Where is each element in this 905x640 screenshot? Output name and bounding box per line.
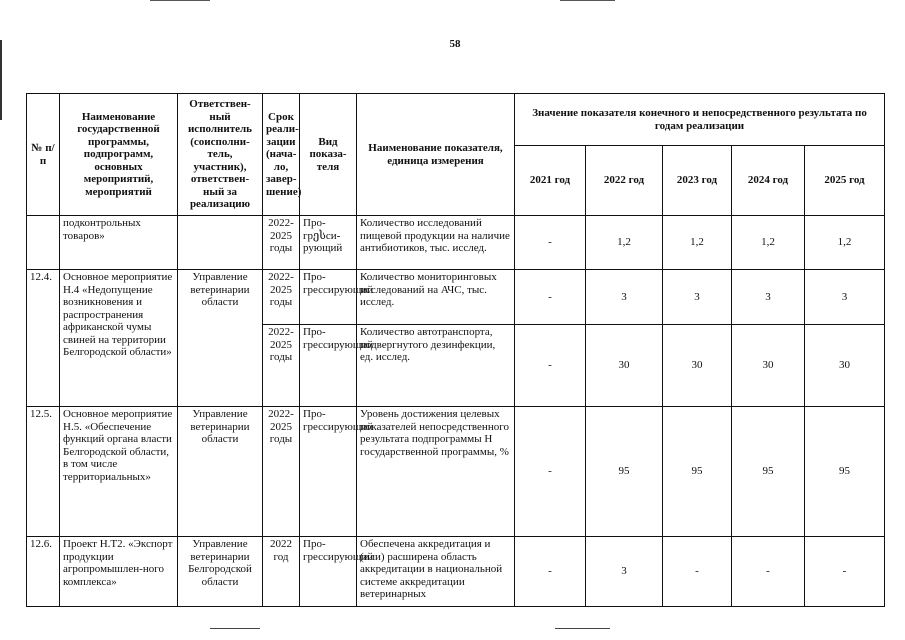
scan-artifact-line (555, 628, 610, 629)
cell-indicator: Уровень достижения целевых показателей непосредственного результата подпрограммы Н государственной программы, % (357, 407, 515, 537)
cell-num: 12.4. (27, 270, 60, 407)
header-year: 2024 год (732, 146, 805, 216)
cell-value: 3 (586, 537, 663, 607)
cell-program: Проект Н.Т2. «Экспорт продукции агропромышлен-ного комплекса» (60, 537, 178, 607)
cell-num (27, 216, 60, 270)
table-row (27, 537, 885, 607)
scan-edge-line (0, 40, 2, 120)
cell-kind: Про-грессирующий (300, 537, 357, 607)
header-values-group: Значение показателя конечного и непосредственного результата по годам реализации (515, 94, 885, 146)
cell-value: - (515, 407, 586, 537)
header-indicator: Наименование показателя, единица измерения (357, 94, 515, 216)
header-term: Срок реали-зации (нача-ло, завер-шение) (263, 94, 300, 216)
cell-indicator: Количество исследований пищевой продукции на наличие антибиотиков, тыс. исслед. (357, 216, 515, 270)
header-kind: Вид показа-теля (300, 94, 357, 216)
header-year: 2021 год (515, 146, 586, 216)
cell-value: 30 (586, 325, 663, 407)
table-row (27, 407, 885, 537)
cell-value: 30 (663, 325, 732, 407)
cell-value: 30 (732, 325, 805, 407)
header-responsible: Ответствен-ный исполнитель (соисполни-тель, участник), ответствен-ный за реализацию (178, 94, 263, 216)
cell-indicator: Количество автотранспорта, подвергнутого дезинфекции, ед. исслед. (357, 325, 515, 407)
cell-term: 2022 год (263, 537, 300, 607)
page-number: 58 (449, 38, 461, 50)
cell-responsible: Управление ветеринарии области (178, 407, 263, 537)
cell-value: 1,2 (586, 216, 663, 270)
table-row (27, 270, 885, 325)
cell-program: Основное мероприятие Н.5. «Обеспечение функций органа власти Белгородской области, в том числе территориальных» (60, 407, 178, 537)
cell-value: - (732, 537, 805, 607)
cell-value: - (515, 325, 586, 407)
scan-artifact-line (560, 0, 615, 1)
header-row-1 (27, 94, 885, 146)
cell-term: 2022-2025 годы (263, 216, 300, 270)
header-year: 2022 год (586, 146, 663, 216)
cell-value: 30 (805, 325, 885, 407)
header-program: Наименование государственной программы, подпрограмм, основных мероприятий, мероприятий (60, 94, 178, 216)
header-year: 2025 год (805, 146, 885, 216)
cell-kind: Про-грესси-рующий (300, 216, 357, 270)
cell-term: 2022-2025 годы (263, 407, 300, 537)
cell-value: 1,2 (805, 216, 885, 270)
scan-artifact-line (210, 628, 260, 629)
cell-value: - (515, 537, 586, 607)
cell-value: 3 (805, 270, 885, 325)
cell-value: 3 (586, 270, 663, 325)
cell-value: 1,2 (663, 216, 732, 270)
cell-num: 12.6. (27, 537, 60, 607)
cell-value: 3 (732, 270, 805, 325)
indicators-table (26, 93, 885, 607)
cell-responsible: Управление ветеринарии Белгородской области (178, 537, 263, 607)
cell-value: 95 (732, 407, 805, 537)
cell-num: 12.5. (27, 407, 60, 537)
scan-artifact-line (150, 0, 210, 1)
cell-value: - (805, 537, 885, 607)
cell-indicator: Количество мониторинговых исследований на АЧС, тыс. исслед. (357, 270, 515, 325)
table-row (27, 216, 885, 270)
cell-value: 3 (663, 270, 732, 325)
cell-value: - (515, 216, 586, 270)
header-year: 2023 год (663, 146, 732, 216)
cell-kind: Про-грессирующий (300, 325, 357, 407)
cell-program: Основное мероприятие Н.4 «Недопущение возникновения и распространения африканской чумы свиней на территории Белгородской области» (60, 270, 178, 407)
cell-program: подконтрольных товаров» (60, 216, 178, 270)
cell-value: 1,2 (732, 216, 805, 270)
cell-value: 95 (586, 407, 663, 537)
cell-kind: Про-грессирующий (300, 270, 357, 325)
cell-value: 95 (805, 407, 885, 537)
cell-value: - (515, 270, 586, 325)
header-num: № п/п (27, 94, 60, 216)
cell-kind: Про-грессирующий (300, 407, 357, 537)
cell-responsible (178, 216, 263, 270)
cell-responsible: Управление ветеринарии области (178, 270, 263, 407)
cell-value: 95 (663, 407, 732, 537)
cell-value: - (663, 537, 732, 607)
cell-indicator: Обеспечена аккредитация и (или) расширена область аккредитации в национальной системе аккредитации ветеринарных (357, 537, 515, 607)
cell-term: 2022-2025 годы (263, 270, 300, 325)
cell-term: 2022-2025 годы (263, 325, 300, 407)
